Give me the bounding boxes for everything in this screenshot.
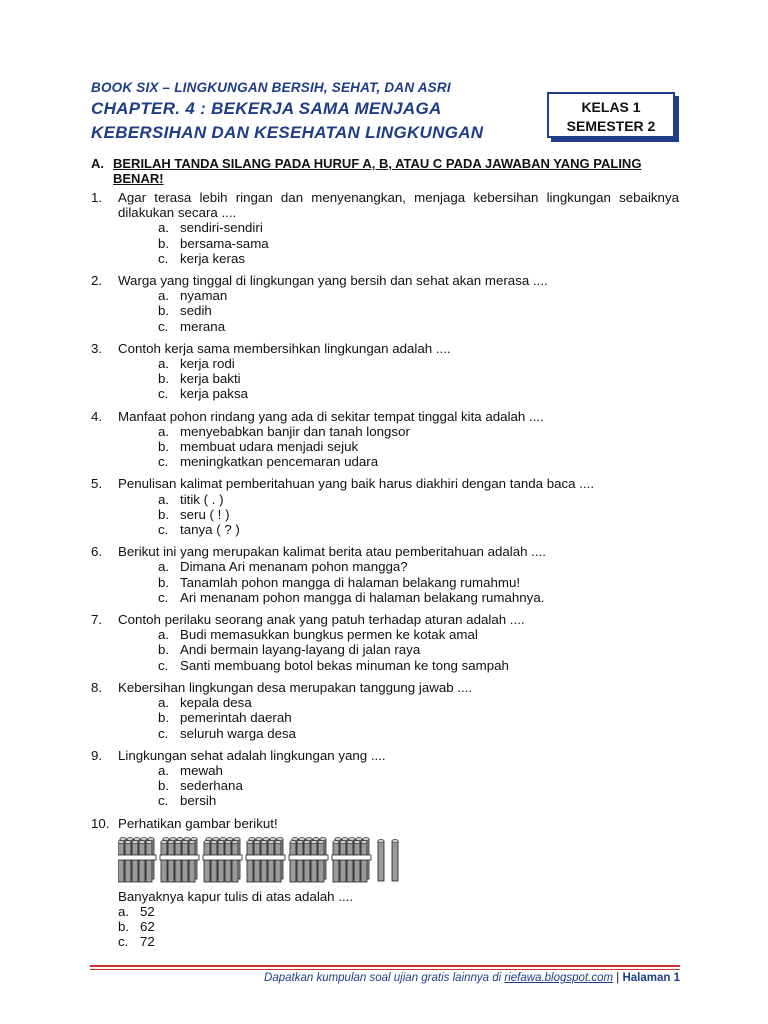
question-number: 9. (91, 747, 103, 763)
question-number: 7. (91, 612, 103, 628)
option-letter: b. (118, 919, 130, 935)
option-letter: a. (158, 491, 170, 507)
option-text: kerja bakti (180, 371, 241, 387)
question-8 (91, 680, 679, 741)
option-list (158, 492, 679, 538)
option-text: Santi membuang botol bekas minuman ke tong sampah (180, 657, 509, 673)
option-list (158, 695, 679, 741)
option-text: menyebabkan banjir dan tanah longsor (180, 423, 410, 439)
answer-option[interactable] (158, 590, 679, 605)
kelas-semester-box (547, 92, 675, 138)
option-text: Andi bermain layang-layang di jalan raya (180, 642, 421, 658)
answer-option[interactable] (158, 251, 679, 266)
kelas-label: KELAS 1 (581, 99, 641, 115)
option-letter: b. (158, 303, 170, 319)
option-text: sendiri-sendiri (180, 220, 263, 236)
chalk-bundle-icon (203, 837, 242, 882)
option-letter: a. (158, 356, 170, 372)
chalk-bundle-icon (289, 837, 328, 882)
footer-rule-top (90, 965, 680, 967)
option-text: tanya ( ? ) (180, 522, 240, 538)
answer-option[interactable] (158, 319, 679, 334)
question-sub-stem: Banyaknya kapur tulis di atas adalah .... (118, 888, 354, 904)
footer (90, 972, 680, 984)
option-text: Tanamlah pohon mangga di halaman belakang rumahmu! (180, 574, 521, 590)
option-text: kerja paksa (180, 386, 248, 402)
answer-option[interactable] (158, 507, 679, 522)
answer-option[interactable] (118, 904, 679, 919)
option-letter: a. (158, 559, 170, 575)
footer-text: Dapatkan kumpulan soal ujian gratis lainnya di (264, 972, 502, 984)
answer-option[interactable] (158, 220, 679, 235)
chapter-title-line2: KEBERSIHAN DAN KESEHATAN LINGKUNGAN (91, 123, 484, 142)
option-letter: b. (158, 371, 170, 387)
option-text: membuat udara menjadi sejuk (180, 439, 359, 455)
question-stem: Agar terasa lebih ringan dan menyenangkan, menjaga kebersihan lingkungan sebaiknya dilakukan secara .... (118, 190, 679, 221)
question-10 (91, 816, 679, 950)
chapter-title-line1: CHAPTER. 4 : BEKERJA SAMA MENJAGA (91, 99, 442, 118)
option-text: nyaman (180, 288, 228, 304)
answer-option[interactable] (158, 424, 679, 439)
option-letter: a. (158, 423, 170, 439)
option-text: 62 (140, 919, 155, 935)
option-text: merana (180, 318, 226, 334)
answer-option[interactable] (118, 919, 679, 934)
chalk-bundle-icon (246, 837, 285, 882)
question-stem: Warga yang tinggal di lingkungan yang bersih dan sehat akan merasa .... (118, 273, 548, 289)
question-9 (91, 748, 679, 809)
answer-option[interactable] (158, 386, 679, 401)
option-list (158, 288, 679, 334)
option-letter: c. (158, 589, 169, 605)
page-number: Halaman 1 (622, 972, 680, 984)
option-letter: c. (118, 934, 129, 950)
option-text: sederhana (180, 778, 243, 794)
chalk-bundle-icon (160, 837, 199, 882)
footer-separator: | (616, 972, 620, 984)
option-text: sedih (180, 303, 212, 319)
answer-option[interactable] (158, 778, 679, 793)
option-list (158, 220, 679, 266)
option-letter: b. (158, 710, 170, 726)
option-letter: b. (158, 574, 170, 590)
option-list (158, 559, 679, 605)
option-text: 52 (140, 903, 155, 919)
option-text: kerja keras (180, 250, 246, 266)
option-letter: b. (158, 778, 170, 794)
option-letter: c. (158, 318, 169, 334)
question-number: 8. (91, 679, 103, 695)
question-list (91, 190, 679, 957)
option-list (158, 627, 679, 673)
option-text: seru ( ! ) (180, 506, 230, 522)
chalk-stick-icon (378, 839, 384, 881)
option-letter: b. (158, 439, 170, 455)
option-text: meningkatkan pencemaran udara (180, 454, 379, 470)
option-list (158, 763, 679, 809)
section-label: A. (91, 156, 104, 171)
question-2 (91, 273, 679, 334)
chalk-bundle-icon (332, 837, 371, 882)
footer-rule-bottom (90, 969, 680, 970)
answer-option[interactable] (158, 371, 679, 386)
option-text: bersama-sama (180, 235, 269, 251)
answer-option[interactable] (158, 454, 679, 469)
option-text: titik ( . ) (180, 491, 224, 507)
question-stem: Manfaat pohon rindang yang ada di sekitar tempat tinggal kita adalah .... (118, 408, 544, 424)
answer-option[interactable] (158, 356, 679, 371)
option-letter: c. (158, 250, 169, 266)
option-letter: a. (118, 903, 130, 919)
semester-label: SEMESTER 2 (566, 118, 656, 134)
chalk-figure-svg (118, 837, 418, 883)
question-stem: Lingkungan sehat adalah lingkungan yang .... (118, 747, 386, 763)
question-number: 2. (91, 273, 103, 289)
chapter-title (91, 97, 483, 145)
question-5 (91, 476, 679, 537)
answer-option[interactable] (158, 763, 679, 778)
option-letter: c. (158, 657, 169, 673)
option-text: Budi memasukkan bungkus permen ke kotak amal (180, 627, 478, 643)
answer-option[interactable] (158, 559, 679, 574)
option-list (118, 904, 679, 950)
answer-option[interactable] (158, 793, 679, 808)
option-letter: a. (158, 762, 170, 778)
question-stem: Contoh perilaku seorang anak yang patuh terhadap aturan adalah .... (118, 612, 525, 628)
option-letter: c. (158, 454, 169, 470)
option-text: Dimana Ari menanam pohon mangga? (180, 559, 408, 575)
option-text: pemerintah daerah (180, 710, 292, 726)
option-list (158, 356, 679, 402)
answer-option[interactable] (158, 522, 679, 537)
answer-option[interactable] (158, 492, 679, 507)
question-stem: Penulisan kalimat pemberitahuan yang baik harus diakhiri dengan tanda baca .... (118, 476, 595, 492)
option-text: seluruh warga desa (180, 725, 297, 741)
section-instruction: BERILAH TANDA SILANG PADA HURUF A, B, ATAU C PADA JAWABAN YANG PALING BENAR! (113, 156, 642, 186)
option-text: bersih (180, 793, 217, 809)
question-number: 5. (91, 476, 103, 492)
chalk-figure (118, 837, 679, 883)
question-number: 6. (91, 544, 103, 560)
option-text: kepala desa (180, 695, 252, 711)
question-6 (91, 544, 679, 605)
option-letter: a. (158, 220, 170, 236)
answer-option[interactable] (158, 642, 679, 657)
answer-option[interactable] (158, 439, 679, 454)
answer-option[interactable] (158, 726, 679, 741)
question-number: 10. (91, 815, 110, 831)
option-text: kerja rodi (180, 356, 235, 372)
option-letter: b. (158, 506, 170, 522)
question-4 (91, 409, 679, 470)
option-letter: a. (158, 627, 170, 643)
option-text: mewah (180, 762, 223, 778)
answer-option[interactable] (158, 288, 679, 303)
question-stem: Perhatikan gambar berikut! (118, 815, 278, 831)
question-stem: Berikut ini yang merupakan kalimat berita atau pemberitahuan adalah .... (118, 544, 546, 560)
answer-option[interactable] (158, 236, 679, 251)
answer-option[interactable] (158, 695, 679, 710)
option-text: 72 (140, 934, 155, 950)
question-stem: Kebersihan lingkungan desa merupakan tanggung jawab .... (118, 679, 473, 695)
question-3 (91, 341, 679, 402)
answer-option[interactable] (158, 303, 679, 318)
question-7 (91, 612, 679, 673)
answer-option[interactable] (118, 934, 679, 949)
answer-option[interactable] (158, 710, 679, 725)
question-number: 1. (91, 190, 103, 205)
question-number: 4. (91, 408, 103, 424)
option-letter: a. (158, 288, 170, 304)
footer-link[interactable]: riefawa.blogspot.com (504, 972, 614, 984)
answer-option[interactable] (158, 575, 679, 590)
option-list (158, 424, 679, 470)
chalk-stick-icon (392, 839, 398, 881)
answer-option[interactable] (158, 658, 679, 673)
book-title: BOOK SIX – LINGKUNGAN BERSIH, SEHAT, DAN ASRI (91, 80, 451, 95)
option-letter: c. (158, 522, 169, 538)
question-number: 3. (91, 340, 103, 356)
answer-option[interactable] (158, 627, 679, 642)
option-letter: a. (158, 695, 170, 711)
option-letter: c. (158, 386, 169, 402)
option-letter: b. (158, 235, 170, 251)
option-text: Ari menanam pohon mangga di halaman belakang rumahnya. (180, 589, 545, 605)
chalk-bundle-icon (118, 837, 156, 882)
question-1 (91, 190, 679, 266)
option-letter: c. (158, 725, 169, 741)
option-letter: c. (158, 793, 169, 809)
option-letter: b. (158, 642, 170, 658)
question-stem: Contoh kerja sama membersihkan lingkungan adalah .... (118, 340, 451, 356)
